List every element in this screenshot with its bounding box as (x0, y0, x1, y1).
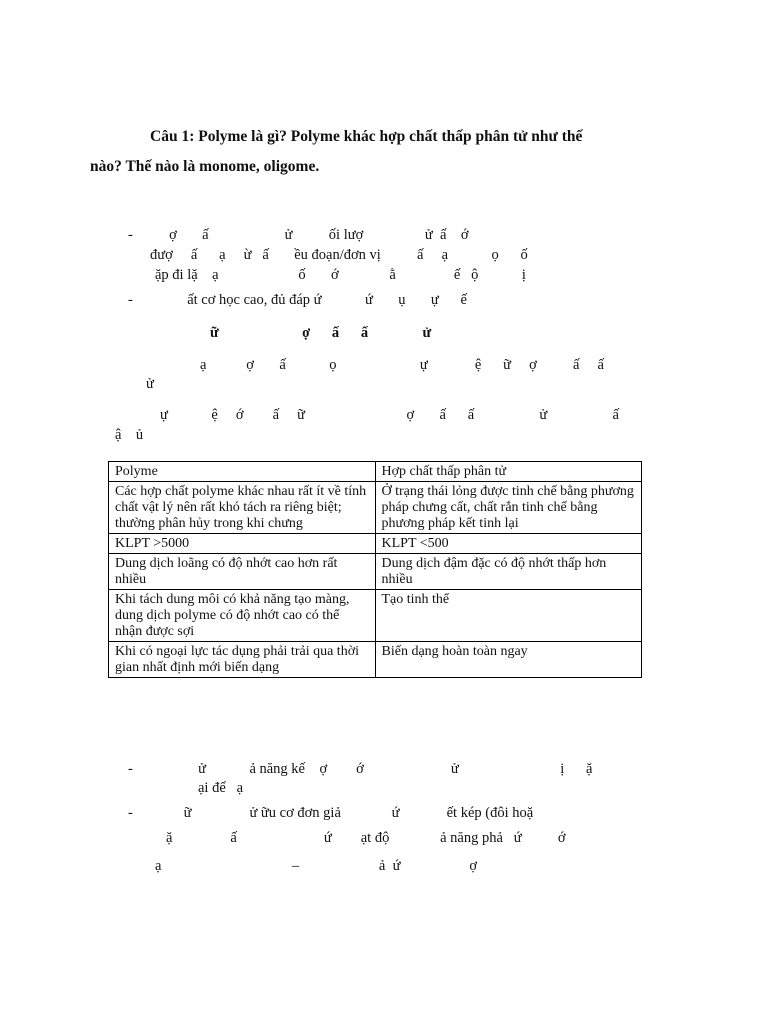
fragment-line: ạ ợ ấ ọ ự ệ ữ ợ ấ ấ (200, 357, 604, 373)
table-cell: Biến dạng hoàn toàn ngay (375, 642, 642, 678)
table-cell: KLPT >5000 (109, 534, 376, 554)
table-row (109, 534, 642, 554)
table-cell: Các hợp chất polyme khác nhau rất ít về tính chất vật lý nên rất khó tách ra riêng biệt; thường phân hủy trong khi chưng (109, 482, 376, 534)
table-row (109, 590, 642, 642)
fragment-line: ặp đi lặ ạ ố ớ ằ ế ộ ị (155, 267, 526, 283)
fragment-line: ặ ấ ứ ạt độ ả năng phả ứ ớ (166, 830, 566, 846)
fragment-line: ại để ạ (198, 780, 244, 796)
table-cell: Dung dịch đậm đặc có độ nhớt thấp hơn nhiều (375, 554, 642, 590)
table-cell: Khi có ngoại lực tác dụng phải trải qua thời gian nhất định mới biến dạng (109, 642, 376, 678)
fragment-line: ạ – ả ứ ợ (155, 858, 478, 874)
comparison-table (108, 461, 642, 678)
fragment-line: - ợ ấ ử ối lượ ử ấ ớ (128, 227, 469, 243)
fragment-line: đượ ấ ạ ừ ấ ều đoạn/đơn vị ấ ạ ọ ố (150, 247, 528, 263)
table-header-row (109, 462, 642, 482)
fragment-line: - ất cơ học cao, đủ đáp ứ ứ ụ ự ế (128, 292, 467, 308)
fragment-line: ử (146, 376, 154, 392)
table-cell: Dung dịch loãng có độ nhớt cao hơn rất nhiều (109, 554, 376, 590)
table-header-cell: Polyme (109, 462, 376, 482)
table-cell: Khi tách dung môi có khả năng tạo màng, dung dịch polyme có độ nhớt cao có thể nhận được sợi (109, 590, 376, 642)
table-cell: KLPT <500 (375, 534, 642, 554)
heading-line-2: nào? Thế nào là monome, oligome. (90, 158, 320, 175)
table-cell: Tạo tinh thể (375, 590, 642, 642)
table-row (109, 482, 642, 534)
fragment-line: ự ệ ớ ấ ữ ợ ấ ấ ử ấ (160, 407, 619, 423)
table-cell: Ở trạng thái lỏng được tinh chế bằng phương pháp chưng cất, chất rắn tinh chế bằng phương pháp kết tinh lại (375, 482, 642, 534)
fragment-line: ậ ủ (115, 427, 144, 443)
question-heading (90, 122, 650, 182)
fragment-line: - ữ ử ữu cơ đơn giả ứ ết kép (đôi hoặ (128, 805, 534, 821)
table-header-cell: Hợp chất thấp phân tử (375, 462, 642, 482)
table-row (109, 554, 642, 590)
heading-line-1: Câu 1: Polyme là gì? Polyme khác hợp chất thấp phân tử như thế (150, 128, 583, 145)
table-row (109, 642, 642, 678)
fragment-subheading: ữ ợ ấ ấ ử (210, 325, 432, 341)
fragment-line: - ử ả năng kế ợ ớ ử ị ặ (128, 761, 593, 777)
